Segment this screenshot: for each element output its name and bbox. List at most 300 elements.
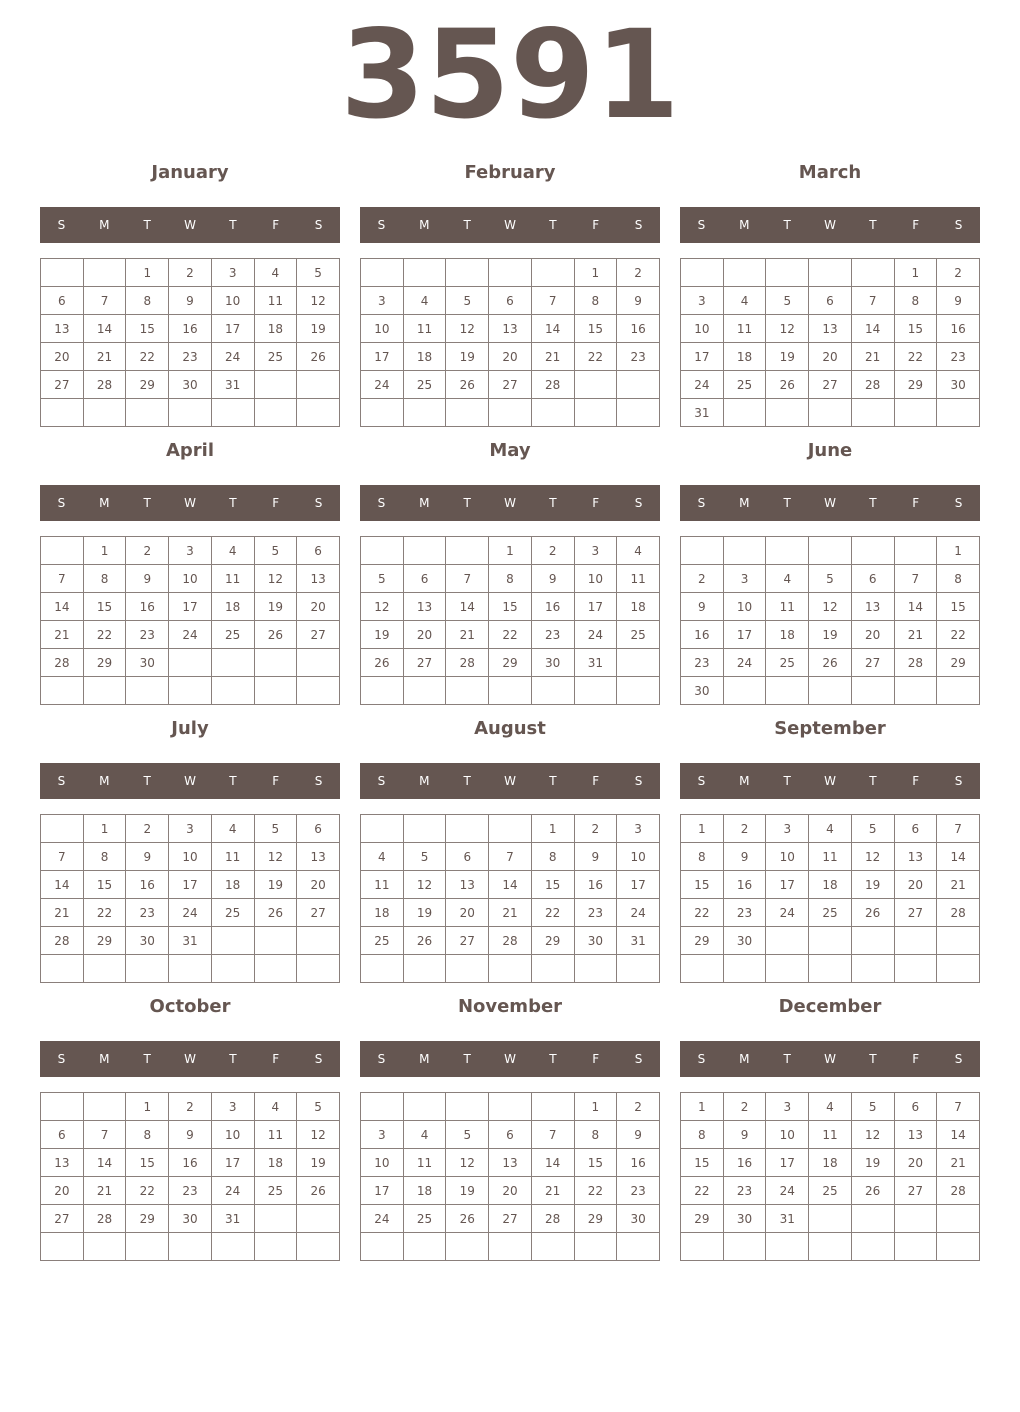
day-cell: 7: [489, 843, 532, 871]
day-cell: 5: [297, 1093, 340, 1121]
day-cell: [403, 537, 446, 565]
day-cell: [211, 955, 254, 983]
day-cell: 11: [809, 1121, 852, 1149]
week-row: [361, 955, 660, 983]
weekday-label: S: [697, 774, 706, 788]
day-cell: 10: [361, 315, 404, 343]
weekday-label: M: [739, 496, 750, 510]
week-row: [41, 1093, 340, 1121]
day-cell: 9: [617, 287, 660, 315]
day-cell: 23: [617, 1177, 660, 1205]
day-cell: 29: [489, 649, 532, 677]
day-cell: 22: [489, 621, 532, 649]
day-cell: 25: [254, 343, 297, 371]
weekday-label: M: [99, 1052, 110, 1066]
day-cell: 15: [126, 1149, 169, 1177]
day-cell: [531, 1233, 574, 1261]
month-name: November: [457, 996, 563, 1017]
day-cell: 14: [531, 1149, 574, 1177]
day-cell: 3: [211, 259, 254, 287]
month-name: May: [489, 440, 531, 461]
day-cell: [851, 537, 894, 565]
day-cell: 2: [937, 259, 980, 287]
week-row: [681, 871, 980, 899]
week-row: [361, 343, 660, 371]
day-cell: [361, 259, 404, 287]
day-cell: 24: [766, 1177, 809, 1205]
day-cell: 31: [617, 927, 660, 955]
day-cell: 23: [617, 343, 660, 371]
day-cell: [126, 399, 169, 427]
day-cell: [489, 259, 532, 287]
day-cell: [41, 399, 84, 427]
day-cell: 20: [297, 871, 340, 899]
weekday-label: F: [912, 1052, 920, 1066]
day-cell: 1: [894, 259, 937, 287]
day-cell: 12: [297, 287, 340, 315]
weekday-label: T: [463, 1052, 471, 1066]
day-cell: 20: [809, 343, 852, 371]
day-cell: [41, 537, 84, 565]
weekday-label: S: [377, 774, 386, 788]
day-cell: [41, 815, 84, 843]
day-cell: 6: [446, 843, 489, 871]
day-cell: 23: [574, 899, 617, 927]
day-cell: 11: [403, 315, 446, 343]
day-cell: 17: [361, 343, 404, 371]
weekday-label: T: [463, 218, 471, 232]
day-cell: 12: [446, 1149, 489, 1177]
day-grid: [40, 536, 340, 705]
day-cell: 16: [126, 871, 169, 899]
weekday-label: S: [954, 496, 963, 510]
day-cell: 8: [574, 287, 617, 315]
weekday-label: T: [549, 496, 557, 510]
day-cell: 14: [83, 315, 126, 343]
day-cell: [254, 371, 297, 399]
day-cell: [766, 927, 809, 955]
day-cell: [297, 927, 340, 955]
weekday-label: T: [869, 218, 877, 232]
day-cell: 18: [254, 1149, 297, 1177]
day-cell: 25: [403, 371, 446, 399]
day-cell: 22: [681, 1177, 724, 1205]
day-cell: 1: [126, 1093, 169, 1121]
day-cell: 11: [723, 315, 766, 343]
day-cell: 11: [766, 593, 809, 621]
day-cell: [403, 1233, 446, 1261]
weekday-label: T: [143, 496, 151, 510]
weekday-label: T: [463, 496, 471, 510]
day-cell: 11: [361, 871, 404, 899]
day-cell: 5: [809, 565, 852, 593]
day-cell: [169, 955, 212, 983]
day-cell: 2: [574, 815, 617, 843]
day-cell: 23: [531, 621, 574, 649]
day-cell: 4: [809, 1093, 852, 1121]
day-cell: 26: [254, 621, 297, 649]
day-cell: 13: [489, 1149, 532, 1177]
weekday-label: F: [272, 1052, 280, 1066]
day-cell: 21: [83, 1177, 126, 1205]
weekday-label: M: [99, 496, 110, 510]
week-row: [41, 565, 340, 593]
day-cell: 15: [681, 871, 724, 899]
week-row: [361, 1177, 660, 1205]
day-cell: 13: [403, 593, 446, 621]
week-row: [41, 371, 340, 399]
day-cell: 12: [403, 871, 446, 899]
week-row: [41, 537, 340, 565]
day-cell: 27: [489, 1205, 532, 1233]
day-cell: [937, 1233, 980, 1261]
day-cell: 12: [851, 843, 894, 871]
week-row: [41, 593, 340, 621]
day-cell: [766, 399, 809, 427]
day-cell: [574, 399, 617, 427]
day-cell: 10: [169, 843, 212, 871]
day-cell: 1: [83, 537, 126, 565]
weekday-label: S: [634, 774, 643, 788]
week-row: [681, 1149, 980, 1177]
day-cell: [809, 1233, 852, 1261]
day-cell: 20: [403, 621, 446, 649]
week-row: [361, 899, 660, 927]
day-cell: 21: [446, 621, 489, 649]
day-cell: 14: [41, 871, 84, 899]
day-cell: 27: [297, 899, 340, 927]
day-cell: 5: [254, 537, 297, 565]
day-cell: [489, 677, 532, 705]
day-cell: [617, 677, 660, 705]
day-cell: [211, 649, 254, 677]
day-cell: 26: [766, 371, 809, 399]
day-cell: [723, 955, 766, 983]
week-row: [361, 315, 660, 343]
day-cell: 22: [531, 899, 574, 927]
day-cell: 30: [169, 371, 212, 399]
weekday-label: S: [954, 1052, 963, 1066]
day-cell: [41, 1233, 84, 1261]
day-cell: 15: [681, 1149, 724, 1177]
weekday-label: F: [912, 774, 920, 788]
month-name: January: [151, 162, 229, 183]
day-cell: 10: [766, 843, 809, 871]
week-row: [361, 259, 660, 287]
day-cell: 12: [446, 315, 489, 343]
weekday-label: S: [954, 218, 963, 232]
week-row: [41, 649, 340, 677]
day-cell: [851, 955, 894, 983]
day-cell: [617, 399, 660, 427]
day-cell: [894, 955, 937, 983]
day-cell: 27: [297, 621, 340, 649]
day-cell: 4: [211, 815, 254, 843]
day-cell: 17: [169, 871, 212, 899]
weekday-label: T: [783, 218, 791, 232]
day-cell: 20: [851, 621, 894, 649]
weekday-label: M: [419, 218, 430, 232]
day-cell: 8: [937, 565, 980, 593]
weekday-label: T: [229, 1052, 237, 1066]
week-row: [361, 371, 660, 399]
day-cell: 15: [83, 871, 126, 899]
day-cell: 18: [766, 621, 809, 649]
day-cell: 2: [126, 537, 169, 565]
week-row: [41, 259, 340, 287]
day-cell: 15: [83, 593, 126, 621]
day-cell: 27: [446, 927, 489, 955]
weekday-label: T: [229, 496, 237, 510]
day-cell: [851, 927, 894, 955]
day-cell: 24: [681, 371, 724, 399]
day-cell: 17: [361, 1177, 404, 1205]
weekday-header: [40, 485, 340, 521]
day-cell: 25: [723, 371, 766, 399]
month-name: August: [474, 718, 546, 739]
day-grid: [360, 814, 660, 983]
day-cell: [531, 399, 574, 427]
day-cell: 4: [617, 537, 660, 565]
day-cell: [851, 1205, 894, 1233]
day-cell: [723, 1233, 766, 1261]
day-grid: [360, 1092, 660, 1261]
weekday-label: F: [272, 218, 280, 232]
month-name: June: [807, 440, 853, 461]
day-cell: 12: [361, 593, 404, 621]
day-cell: [851, 1233, 894, 1261]
day-cell: 5: [446, 287, 489, 315]
day-cell: 10: [211, 1121, 254, 1149]
day-cell: 28: [489, 927, 532, 955]
week-row: [681, 565, 980, 593]
week-row: [681, 259, 980, 287]
day-cell: 6: [489, 1121, 532, 1149]
day-cell: [41, 259, 84, 287]
day-cell: 11: [403, 1149, 446, 1177]
day-cell: [723, 259, 766, 287]
week-row: [41, 871, 340, 899]
day-cell: [489, 815, 532, 843]
day-cell: [894, 1233, 937, 1261]
weekday-label: S: [314, 1052, 323, 1066]
day-cell: 15: [574, 1149, 617, 1177]
week-row: [41, 621, 340, 649]
day-cell: [937, 677, 980, 705]
day-cell: [894, 677, 937, 705]
day-cell: 5: [446, 1121, 489, 1149]
day-cell: 7: [937, 1093, 980, 1121]
day-cell: 22: [681, 899, 724, 927]
day-cell: [681, 1233, 724, 1261]
weekday-label: M: [739, 1052, 750, 1066]
week-row: [681, 899, 980, 927]
day-cell: [446, 537, 489, 565]
day-cell: 26: [851, 1177, 894, 1205]
day-cell: [126, 1233, 169, 1261]
week-row: [41, 815, 340, 843]
weekday-label: T: [869, 496, 877, 510]
day-cell: 18: [723, 343, 766, 371]
month-name: April: [165, 440, 215, 461]
day-cell: 11: [211, 843, 254, 871]
day-cell: 5: [361, 565, 404, 593]
day-cell: 31: [211, 1205, 254, 1233]
day-cell: 23: [937, 343, 980, 371]
day-cell: [297, 399, 340, 427]
day-cell: 12: [297, 1121, 340, 1149]
week-row: [681, 1093, 980, 1121]
day-cell: 16: [617, 1149, 660, 1177]
day-cell: [809, 399, 852, 427]
day-cell: 6: [894, 815, 937, 843]
day-cell: [574, 1233, 617, 1261]
day-cell: 29: [574, 1205, 617, 1233]
week-row: [681, 1233, 980, 1261]
day-cell: 5: [403, 843, 446, 871]
weekday-label: M: [419, 1052, 430, 1066]
day-cell: 23: [723, 1177, 766, 1205]
day-cell: 24: [361, 371, 404, 399]
day-cell: 17: [169, 593, 212, 621]
week-row: [681, 371, 980, 399]
day-cell: 30: [169, 1205, 212, 1233]
day-cell: 20: [41, 1177, 84, 1205]
day-cell: [297, 1205, 340, 1233]
day-cell: 13: [489, 315, 532, 343]
week-row: [681, 593, 980, 621]
day-cell: 15: [531, 871, 574, 899]
weekday-label: M: [99, 774, 110, 788]
day-cell: [489, 955, 532, 983]
weekday-label: T: [229, 218, 237, 232]
day-cell: [403, 815, 446, 843]
week-row: [361, 677, 660, 705]
day-cell: 11: [254, 287, 297, 315]
week-row: [681, 1121, 980, 1149]
day-cell: [361, 1093, 404, 1121]
day-cell: 6: [297, 815, 340, 843]
day-cell: 4: [766, 565, 809, 593]
day-cell: [723, 677, 766, 705]
month-name: February: [464, 162, 556, 183]
weekday-label: S: [314, 774, 323, 788]
day-cell: 13: [41, 315, 84, 343]
day-cell: 21: [894, 621, 937, 649]
weekday-label: S: [314, 218, 323, 232]
day-cell: [723, 399, 766, 427]
day-cell: 23: [169, 343, 212, 371]
day-cell: 16: [723, 1149, 766, 1177]
day-cell: [851, 399, 894, 427]
day-cell: 20: [297, 593, 340, 621]
day-cell: 22: [574, 343, 617, 371]
day-cell: 17: [574, 593, 617, 621]
day-cell: [531, 955, 574, 983]
day-cell: 3: [361, 287, 404, 315]
day-cell: 23: [681, 649, 724, 677]
day-cell: 1: [574, 1093, 617, 1121]
day-cell: [809, 537, 852, 565]
weekday-label: F: [912, 218, 920, 232]
day-cell: 31: [574, 649, 617, 677]
week-row: [41, 677, 340, 705]
day-cell: [361, 955, 404, 983]
day-cell: 26: [297, 1177, 340, 1205]
day-cell: 9: [617, 1121, 660, 1149]
day-cell: 30: [617, 1205, 660, 1233]
day-cell: [681, 537, 724, 565]
day-cell: 7: [851, 287, 894, 315]
day-cell: 9: [681, 593, 724, 621]
day-cell: 28: [446, 649, 489, 677]
day-cell: 10: [723, 593, 766, 621]
day-cell: 20: [489, 343, 532, 371]
day-cell: 29: [83, 649, 126, 677]
day-cell: 25: [211, 621, 254, 649]
day-cell: 28: [83, 371, 126, 399]
day-grid: [360, 536, 660, 705]
day-cell: [126, 677, 169, 705]
day-cell: 8: [681, 1121, 724, 1149]
weekday-label: T: [783, 1052, 791, 1066]
day-cell: 8: [126, 287, 169, 315]
week-row: [41, 343, 340, 371]
day-cell: 14: [894, 593, 937, 621]
day-cell: 11: [809, 843, 852, 871]
weekday-label: W: [824, 1052, 836, 1066]
day-cell: 12: [851, 1121, 894, 1149]
day-cell: [83, 1233, 126, 1261]
day-cell: 19: [254, 593, 297, 621]
day-grid: [360, 258, 660, 427]
day-cell: [361, 677, 404, 705]
weekday-label: W: [504, 1052, 516, 1066]
weekday-header: [40, 1041, 340, 1077]
weekday-label: S: [697, 1052, 706, 1066]
day-cell: 3: [169, 815, 212, 843]
day-cell: 29: [126, 1205, 169, 1233]
day-cell: 21: [937, 1149, 980, 1177]
day-cell: 17: [211, 315, 254, 343]
day-cell: 17: [617, 871, 660, 899]
weekday-label: S: [377, 1052, 386, 1066]
day-cell: [297, 371, 340, 399]
day-cell: 20: [446, 899, 489, 927]
day-cell: 14: [851, 315, 894, 343]
day-cell: 13: [446, 871, 489, 899]
weekday-label: T: [143, 774, 151, 788]
week-row: [681, 1205, 980, 1233]
day-cell: 10: [574, 565, 617, 593]
day-cell: 22: [574, 1177, 617, 1205]
day-cell: 9: [531, 565, 574, 593]
day-cell: 23: [126, 899, 169, 927]
day-cell: 29: [894, 371, 937, 399]
day-cell: 6: [851, 565, 894, 593]
day-cell: 9: [574, 843, 617, 871]
day-cell: [809, 927, 852, 955]
day-cell: 29: [531, 927, 574, 955]
day-cell: 20: [894, 1149, 937, 1177]
day-cell: 10: [617, 843, 660, 871]
day-cell: 18: [254, 315, 297, 343]
day-cell: 18: [211, 593, 254, 621]
day-cell: 7: [83, 1121, 126, 1149]
day-grid: [40, 258, 340, 427]
weekday-label: F: [592, 774, 600, 788]
weekday-label: S: [634, 496, 643, 510]
